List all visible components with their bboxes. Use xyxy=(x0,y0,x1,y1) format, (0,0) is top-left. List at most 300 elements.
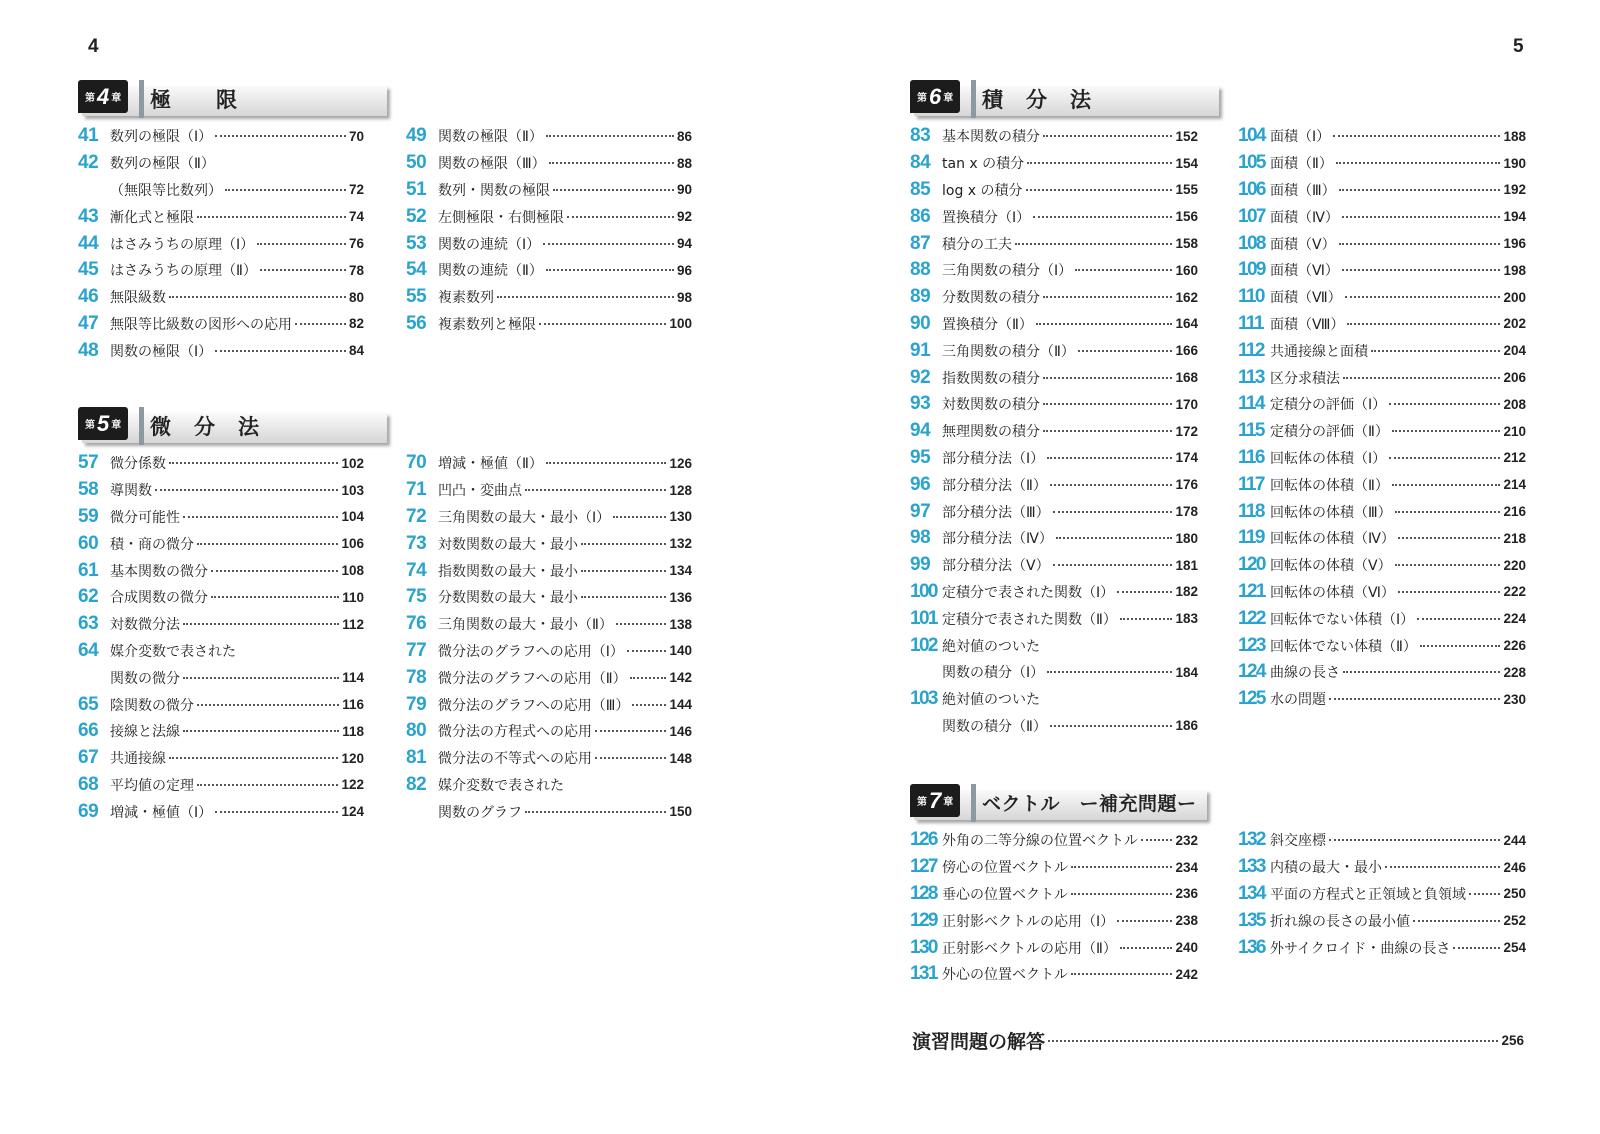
toc-entry[interactable] xyxy=(1238,525,1526,552)
toc-entry[interactable] xyxy=(406,150,692,177)
entry-page-number: 234 xyxy=(1175,859,1198,875)
entry-page-number: 114 xyxy=(342,670,364,686)
entry-title: 三角関数の積分（Ⅱ） xyxy=(942,343,1075,360)
toc-entry[interactable] xyxy=(910,854,1198,881)
toc-entry[interactable] xyxy=(78,611,364,638)
entry-number: 81 xyxy=(406,747,427,769)
toc-entry[interactable] xyxy=(406,611,692,638)
entry-title: 回転体の体積（Ⅰ） xyxy=(1270,450,1387,467)
entry-page-number: 86 xyxy=(676,128,692,144)
entry-number: 105 xyxy=(1238,152,1265,174)
entry-page-number: 196 xyxy=(1503,236,1526,252)
entry-title: 積分の工夫 xyxy=(942,236,1012,253)
toc-entry[interactable] xyxy=(78,638,364,665)
entry-number: 85 xyxy=(910,178,931,200)
entry-title: 関数のグラフ xyxy=(438,804,522,821)
dot-leader xyxy=(1342,216,1501,218)
entry-page-number: 88 xyxy=(676,155,692,171)
entry-title: 外サイクロイド・曲線の長さ xyxy=(1270,940,1451,957)
toc-entry[interactable] xyxy=(406,664,692,691)
entry-title: 合成関数の微分 xyxy=(110,590,208,607)
dot-leader xyxy=(1339,243,1501,245)
toc-entry[interactable] xyxy=(78,311,364,338)
entry-number: 50 xyxy=(406,152,427,174)
dot-leader xyxy=(1389,403,1500,405)
dot-leader xyxy=(1120,618,1173,620)
entry-page-number: 180 xyxy=(1175,530,1198,546)
entry-title: 対数微分法 xyxy=(110,617,180,634)
dot-leader xyxy=(595,757,666,759)
toc-entry[interactable] xyxy=(78,718,364,745)
chapter-4-col-2 xyxy=(406,123,692,337)
dot-leader xyxy=(549,162,674,164)
toc-entry[interactable] xyxy=(910,881,1198,908)
entry-number: 99 xyxy=(910,554,931,576)
entry-number: 101 xyxy=(910,607,937,629)
toc-entry[interactable] xyxy=(78,450,364,477)
entry-title: 面積（Ⅳ） xyxy=(1270,209,1339,226)
toc-entry[interactable] xyxy=(1238,150,1526,177)
toc-entry[interactable] xyxy=(406,311,692,338)
dot-leader xyxy=(1329,698,1500,700)
entry-page-number: 232 xyxy=(1175,832,1198,848)
entry-page-number: 152 xyxy=(1175,128,1198,144)
dot-leader xyxy=(546,269,674,271)
entry-title: 曲線の長さ xyxy=(1270,665,1340,682)
toc-entry[interactable] xyxy=(910,203,1198,230)
entry-title: 定積分の評価（Ⅱ） xyxy=(1270,424,1389,441)
toc-entry[interactable] xyxy=(910,659,1198,686)
entry-title: （無限等比数列） xyxy=(110,182,222,199)
entry-page-number: 162 xyxy=(1175,289,1198,305)
dot-leader xyxy=(1043,430,1172,432)
entry-number: 97 xyxy=(910,500,931,522)
toc-entry[interactable] xyxy=(78,337,364,364)
toc-entry[interactable] xyxy=(910,934,1198,961)
toc-entry[interactable] xyxy=(78,150,364,177)
toc-entry[interactable] xyxy=(78,691,364,718)
toc-entry[interactable] xyxy=(406,557,692,584)
entry-number: 69 xyxy=(78,800,99,822)
entry-page-number: 158 xyxy=(1175,236,1198,252)
entry-number: 47 xyxy=(78,312,99,334)
entry-page-number: 212 xyxy=(1503,450,1526,466)
dot-leader xyxy=(1071,973,1172,975)
entry-number: 82 xyxy=(406,773,427,795)
entry-number: 136 xyxy=(1238,936,1265,958)
entry-page-number: 176 xyxy=(1175,477,1198,493)
chapter-7-banner xyxy=(910,784,1207,822)
toc-entry[interactable] xyxy=(1238,230,1526,257)
toc-entry[interactable] xyxy=(78,772,364,799)
dot-leader xyxy=(257,243,346,245)
entry-title: 無理関数の積分 xyxy=(942,424,1040,441)
toc-entry[interactable] xyxy=(406,745,692,772)
entry-title: 増減・極値（Ⅰ） xyxy=(110,804,213,821)
dot-leader xyxy=(1033,216,1172,218)
entry-title: 斜交座標 xyxy=(1270,833,1326,850)
toc-entry[interactable] xyxy=(406,203,692,230)
toc-entry[interactable] xyxy=(78,798,364,825)
dot-leader xyxy=(1398,537,1501,539)
entry-page-number: 154 xyxy=(1175,155,1198,171)
toc-entry[interactable] xyxy=(406,584,692,611)
entry-number: 71 xyxy=(406,479,427,501)
toc-entry[interactable] xyxy=(1238,632,1526,659)
dot-leader xyxy=(1329,839,1500,841)
entry-page-number: 70 xyxy=(348,128,364,144)
entry-page-number: 76 xyxy=(348,236,364,252)
toc-entry[interactable] xyxy=(78,745,364,772)
toc-entry[interactable] xyxy=(910,632,1198,659)
toc-entry[interactable] xyxy=(406,257,692,284)
dot-leader xyxy=(197,543,338,545)
entry-page-number: 168 xyxy=(1175,370,1198,386)
entry-page-number: 74 xyxy=(348,209,364,225)
entry-number: 55 xyxy=(406,286,427,308)
entry-title: 定積分で表された関数（Ⅱ） xyxy=(942,611,1117,628)
toc-entry[interactable] xyxy=(1238,854,1526,881)
entry-title: 無限等比級数の図形への応用 xyxy=(110,316,292,333)
entry-page-number: 202 xyxy=(1503,316,1526,332)
entry-page-number: 130 xyxy=(669,509,692,525)
toc-entry[interactable] xyxy=(1238,445,1526,472)
toc-entry[interactable] xyxy=(910,284,1198,311)
entry-number: 127 xyxy=(910,856,937,878)
toc-entry[interactable] xyxy=(910,579,1198,606)
entry-title: 分数関数の積分 xyxy=(942,290,1040,307)
toc-entry[interactable] xyxy=(1238,579,1526,606)
dot-leader xyxy=(1141,839,1172,841)
entry-title: 積・商の微分 xyxy=(110,536,194,553)
entry-title: 基本関数の積分 xyxy=(942,129,1040,146)
toc-entry[interactable] xyxy=(910,713,1198,740)
toc-entry[interactable] xyxy=(1238,257,1526,284)
entry-number: 57 xyxy=(78,452,99,474)
entry-title: 絶対値のついた xyxy=(942,638,1040,655)
entry-page-number: 190 xyxy=(1503,155,1526,171)
entry-title: 接線と法線 xyxy=(110,724,180,741)
toc-entry[interactable] xyxy=(78,284,364,311)
toc-entry[interactable] xyxy=(406,284,692,311)
entry-title: 対数関数の最大・最小 xyxy=(438,536,578,553)
entry-title: 導関数 xyxy=(110,483,152,500)
entry-page-number: 246 xyxy=(1503,859,1526,875)
toc-entry[interactable] xyxy=(78,257,364,284)
toc-entry[interactable] xyxy=(1238,605,1526,632)
entry-number: 113 xyxy=(1238,366,1264,388)
entry-title: 区分求積法 xyxy=(1270,370,1340,387)
toc-entry[interactable] xyxy=(78,203,364,230)
entry-title: 定積分の評価（Ⅰ） xyxy=(1270,397,1387,414)
entry-number: 88 xyxy=(910,259,931,281)
toc-entry[interactable] xyxy=(406,123,692,150)
toc-entry[interactable] xyxy=(406,530,692,557)
entry-page-number: 150 xyxy=(669,804,692,820)
entry-number: 41 xyxy=(78,125,99,147)
entry-page-number: 102 xyxy=(341,455,364,471)
toc-entry[interactable] xyxy=(406,450,692,477)
entry-number: 53 xyxy=(406,232,427,254)
toc-entry[interactable] xyxy=(910,827,1198,854)
entry-title: 三角関数の最大・最小（Ⅱ） xyxy=(438,617,613,634)
entry-page-number: 166 xyxy=(1175,343,1198,359)
entry-title: 面積（Ⅰ） xyxy=(1270,129,1331,146)
entry-page-number: 146 xyxy=(669,723,692,739)
dot-leader xyxy=(1047,457,1172,459)
toc-entry[interactable] xyxy=(406,718,692,745)
entry-title: 部分積分法（Ⅰ） xyxy=(942,450,1045,467)
chapter-7-label: 第 7 章 xyxy=(910,784,960,817)
chapter-6-number: 6 xyxy=(929,83,942,109)
entry-page-number: 72 xyxy=(348,182,364,198)
toc-entry[interactable] xyxy=(406,691,692,718)
toc-entry[interactable] xyxy=(910,337,1198,364)
dot-leader xyxy=(1071,866,1172,868)
entry-title: 関数の積分（Ⅰ） xyxy=(942,665,1045,682)
entry-number: 74 xyxy=(406,559,427,581)
dot-leader xyxy=(1043,377,1172,379)
answers-entry[interactable] xyxy=(912,1027,1524,1054)
entry-number: 87 xyxy=(910,232,931,254)
entry-page-number: 78 xyxy=(348,262,364,278)
dot-leader xyxy=(1047,671,1172,673)
toc-entry[interactable] xyxy=(78,504,364,531)
entry-title: 外角の二等分線の位置ベクトル xyxy=(942,833,1138,850)
entry-number: 103 xyxy=(910,688,937,710)
entry-number: 119 xyxy=(1238,527,1264,549)
toc-entry[interactable] xyxy=(406,638,692,665)
toc-entry[interactable] xyxy=(910,471,1198,498)
dot-leader xyxy=(1336,162,1501,164)
entry-number: 77 xyxy=(406,639,427,661)
entry-page-number: 96 xyxy=(676,262,692,278)
toc-entry[interactable] xyxy=(1238,123,1526,150)
entry-number: 62 xyxy=(78,586,99,608)
dot-leader xyxy=(197,216,346,218)
toc-entry[interactable] xyxy=(910,123,1198,150)
entry-number: 90 xyxy=(910,312,931,334)
entry-number: 98 xyxy=(910,527,931,549)
toc-entry[interactable] xyxy=(1238,391,1526,418)
chapter-5-title: 微 分 法 xyxy=(150,415,260,439)
entry-page-number: 144 xyxy=(669,697,692,713)
entry-title: 数列・関数の極限 xyxy=(438,182,550,199)
toc-entry[interactable] xyxy=(78,664,364,691)
toc-entry[interactable] xyxy=(406,477,692,504)
toc-entry[interactable] xyxy=(1238,418,1526,445)
entry-title: 関数の極限（Ⅲ） xyxy=(438,156,546,173)
dot-leader xyxy=(1043,403,1172,405)
entry-title: 面積（Ⅵ） xyxy=(1270,263,1339,280)
entry-number: 104 xyxy=(1238,125,1265,147)
toc-entry[interactable] xyxy=(406,798,692,825)
toc-entry[interactable] xyxy=(1238,498,1526,525)
toc-entry[interactable] xyxy=(910,525,1198,552)
toc-entry[interactable] xyxy=(78,530,364,557)
entry-page-number: 170 xyxy=(1175,396,1198,412)
entry-page-number: 178 xyxy=(1175,504,1198,520)
toc-entry[interactable] xyxy=(1238,337,1526,364)
entry-title: 平均値の定理 xyxy=(110,777,194,794)
entry-page-number: 216 xyxy=(1503,504,1526,520)
toc-entry[interactable] xyxy=(78,123,364,150)
chapter-6-col-1 xyxy=(910,123,1198,739)
toc-entry[interactable] xyxy=(910,445,1198,472)
toc-entry[interactable] xyxy=(1238,686,1526,713)
toc-entry[interactable] xyxy=(910,257,1198,284)
dot-leader xyxy=(1026,189,1173,191)
entry-title: 微分法のグラフへの応用（Ⅲ） xyxy=(438,697,630,714)
dot-leader xyxy=(613,516,666,518)
entry-number: 66 xyxy=(78,720,99,742)
dot-leader xyxy=(525,811,666,813)
entry-page-number: 206 xyxy=(1503,370,1526,386)
dot-leader xyxy=(1345,296,1501,298)
entry-title: 微分法のグラフへの応用（Ⅱ） xyxy=(438,670,627,687)
entry-title: 増減・極値（Ⅱ） xyxy=(438,456,543,473)
dot-leader xyxy=(295,323,346,325)
toc-entry[interactable] xyxy=(910,150,1198,177)
toc-entry[interactable] xyxy=(406,230,692,257)
toc-entry[interactable] xyxy=(78,557,364,584)
toc-entry[interactable] xyxy=(78,584,364,611)
entry-number: 122 xyxy=(1238,607,1265,629)
toc-entry[interactable] xyxy=(1238,907,1526,934)
entry-page-number: 98 xyxy=(676,289,692,305)
entry-title: 媒介変数で表された xyxy=(438,777,564,794)
toc-entry[interactable] xyxy=(910,498,1198,525)
chapter-5-number: 5 xyxy=(97,410,110,436)
toc-entry[interactable] xyxy=(910,686,1198,713)
dot-leader xyxy=(1420,645,1501,647)
chapter-6-banner xyxy=(910,80,1219,118)
entry-number: 60 xyxy=(78,532,99,554)
entry-page-number: 252 xyxy=(1503,913,1526,929)
dot-leader xyxy=(183,677,339,679)
entry-title: 回転体の体積（Ⅲ） xyxy=(1270,504,1392,521)
entry-page-number: 198 xyxy=(1503,262,1526,278)
entry-page-number: 84 xyxy=(348,343,364,359)
toc-entry[interactable] xyxy=(910,605,1198,632)
toc-entry[interactable] xyxy=(78,477,364,504)
dot-leader xyxy=(1371,350,1500,352)
entry-number: 79 xyxy=(406,693,427,715)
dot-leader xyxy=(1117,920,1172,922)
entry-number: 121 xyxy=(1238,580,1265,602)
toc-entry[interactable] xyxy=(406,177,692,204)
entry-title: 指数関数の最大・最小 xyxy=(438,563,578,580)
dot-leader xyxy=(169,296,346,298)
entry-title: 凹凸・変曲点 xyxy=(438,483,522,500)
toc-entry[interactable] xyxy=(406,772,692,799)
entry-page-number: 250 xyxy=(1503,886,1526,902)
toc-entry[interactable] xyxy=(78,177,364,204)
dot-leader xyxy=(616,623,667,625)
entry-title: 無限級数 xyxy=(110,290,166,307)
dot-leader xyxy=(1036,323,1173,325)
entry-number: 43 xyxy=(78,205,99,227)
entry-title: 微分法のグラフへの応用（Ⅰ） xyxy=(438,643,624,660)
dot-leader xyxy=(1453,947,1500,949)
toc-entry[interactable] xyxy=(910,961,1198,988)
toc-entry[interactable] xyxy=(1238,659,1526,686)
entry-page-number: 183 xyxy=(1175,611,1198,627)
entry-number: 108 xyxy=(1238,232,1265,254)
toc-entry[interactable] xyxy=(406,504,692,531)
entry-number: 112 xyxy=(1238,339,1264,361)
entry-page-number: 116 xyxy=(342,697,364,713)
toc-entry[interactable] xyxy=(78,230,364,257)
chapter-5-label: 第 5 章 xyxy=(78,407,128,440)
dot-leader xyxy=(546,135,674,137)
entry-title: 面積（Ⅶ） xyxy=(1270,290,1342,307)
toc-entry[interactable] xyxy=(1238,203,1526,230)
entry-page-number: 208 xyxy=(1503,396,1526,412)
entry-page-number: 254 xyxy=(1503,940,1526,956)
entry-number: 110 xyxy=(1238,286,1264,308)
chapter-5-col-2 xyxy=(406,450,692,825)
toc-entry[interactable] xyxy=(910,311,1198,338)
dot-leader xyxy=(1120,947,1173,949)
entry-title: 回転体の体積（Ⅳ） xyxy=(1270,531,1395,548)
entry-page-number: 226 xyxy=(1503,638,1526,654)
dot-leader xyxy=(1015,243,1172,245)
dot-leader xyxy=(627,650,667,652)
toc-entry[interactable] xyxy=(1238,934,1526,961)
entry-title: 分数関数の最大・最小 xyxy=(438,590,578,607)
toc-entry[interactable] xyxy=(910,364,1198,391)
entry-title: はさみうちの原理（Ⅰ） xyxy=(110,236,255,253)
toc-entry[interactable] xyxy=(1238,471,1526,498)
toc-entry[interactable] xyxy=(910,418,1198,445)
dot-leader xyxy=(1385,866,1500,868)
entry-number: 51 xyxy=(406,178,427,200)
entry-page-number: 122 xyxy=(341,777,364,793)
toc-entry[interactable] xyxy=(910,391,1198,418)
toc-entry[interactable] xyxy=(910,907,1198,934)
toc-entry[interactable] xyxy=(1238,311,1526,338)
entry-number: 59 xyxy=(78,505,99,527)
toc-entry[interactable] xyxy=(1238,177,1526,204)
entry-number: 94 xyxy=(910,420,931,442)
entry-number: 123 xyxy=(1238,634,1265,656)
entry-page-number: 112 xyxy=(342,616,364,632)
toc-entry[interactable] xyxy=(910,230,1198,257)
entry-number: 84 xyxy=(910,152,931,174)
toc-entry[interactable] xyxy=(1238,881,1526,908)
entry-page-number: 186 xyxy=(1175,718,1198,734)
entry-page-number: 204 xyxy=(1503,343,1526,359)
toc-entry[interactable] xyxy=(910,552,1198,579)
entry-title: 面積（Ⅷ） xyxy=(1270,316,1345,333)
dot-leader xyxy=(215,811,338,813)
entry-page-number: 238 xyxy=(1175,913,1198,929)
entry-title: 部分積分法（Ⅴ） xyxy=(942,558,1050,575)
entry-page-number: 236 xyxy=(1175,886,1198,902)
toc-entry[interactable] xyxy=(910,177,1198,204)
toc-entry[interactable] xyxy=(1238,552,1526,579)
entry-title: 面積（Ⅱ） xyxy=(1270,156,1333,173)
toc-entry[interactable] xyxy=(1238,284,1526,311)
toc-entry[interactable] xyxy=(1238,364,1526,391)
dot-leader xyxy=(1053,564,1173,566)
entry-number: 125 xyxy=(1238,688,1265,710)
entry-number: 107 xyxy=(1238,205,1265,227)
entry-page-number: 124 xyxy=(341,804,364,820)
entry-page-number: 106 xyxy=(341,536,364,552)
toc-entry[interactable] xyxy=(1238,827,1526,854)
